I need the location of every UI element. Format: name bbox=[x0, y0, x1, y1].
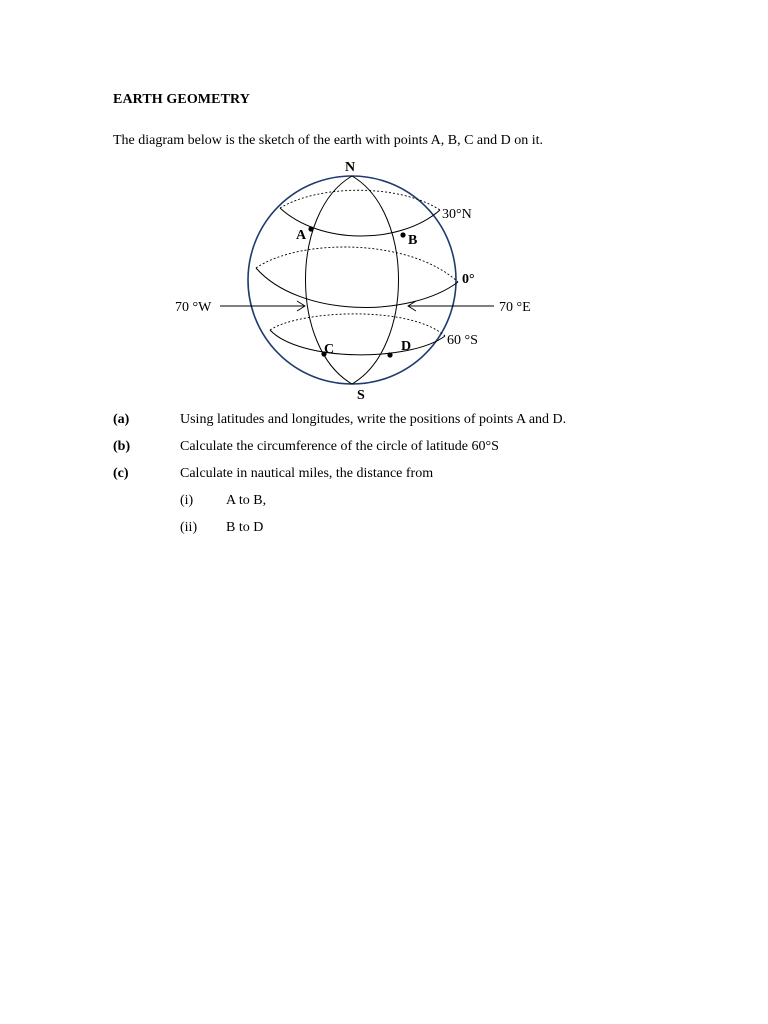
label-70e: 70 °E bbox=[499, 300, 531, 315]
point-b-dot bbox=[400, 232, 405, 237]
point-a-dot bbox=[308, 226, 313, 231]
question-c-label: (c) bbox=[113, 466, 129, 481]
question-a-label: (a) bbox=[113, 412, 130, 427]
label-north: N bbox=[345, 160, 356, 175]
subquestion-ii-number: (ii) bbox=[180, 520, 198, 535]
label-south: S bbox=[357, 388, 365, 403]
equator-front bbox=[256, 268, 458, 307]
question-b-text: Calculate the circumference of the circle of latitude 60°S bbox=[180, 439, 499, 454]
label-point-a: A bbox=[296, 228, 307, 243]
label-point-d: D bbox=[401, 339, 412, 354]
label-equator: 0° bbox=[462, 272, 475, 287]
subquestion-i-number: (i) bbox=[180, 493, 194, 508]
label-point-b: B bbox=[408, 233, 418, 248]
subquestion-i-text: A to B, bbox=[226, 493, 267, 508]
page-title: EARTH GEOMETRY bbox=[113, 92, 250, 107]
lat-60s-front bbox=[270, 330, 445, 355]
intro-text: The diagram below is the sketch of the earth with points A, B, C and D on it. bbox=[113, 133, 544, 148]
label-70w: 70 °W bbox=[175, 300, 212, 315]
point-d-dot bbox=[387, 352, 392, 357]
subquestion-ii-text: B to D bbox=[226, 520, 264, 535]
globe-outline bbox=[248, 176, 456, 384]
lat-60s-back bbox=[270, 314, 445, 336]
label-60s: 60 °S bbox=[447, 333, 478, 348]
question-c-text: Calculate in nautical miles, the distance from bbox=[180, 466, 434, 481]
label-30n: 30°N bbox=[442, 207, 472, 222]
label-point-c: C bbox=[324, 342, 335, 357]
question-b-label: (b) bbox=[113, 439, 131, 454]
question-a-text: Using latitudes and longitudes, write the positions of points A and D. bbox=[180, 412, 567, 427]
lat-30n-back bbox=[280, 190, 440, 210]
equator-back bbox=[256, 247, 458, 282]
